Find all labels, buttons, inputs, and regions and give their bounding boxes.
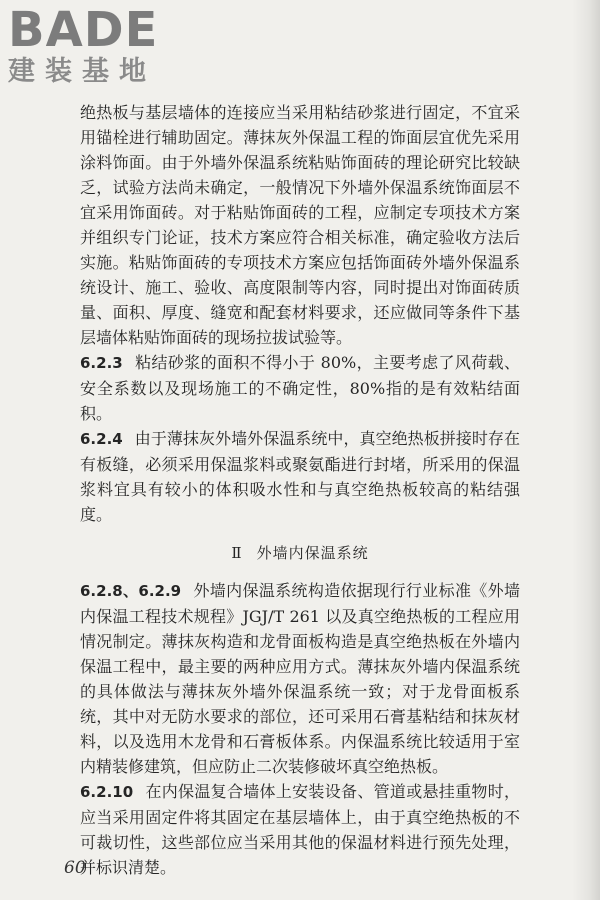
paragraph-6-2-8 <box>80 578 520 779</box>
clause-text: 外墙内保温系统构造依据现行行业标准《外墙内保温工程技术规程》JGJ/T 261 以及真空绝热板的工程应用情况制定。薄抹灰构造和龙骨面板构造是真空绝热板在外墙内保温工程中，最主要的两种应用方式。薄抹灰外墙内保温系统的具体做法与薄抹灰外墙外保温系统一致；对于龙骨面板系统，其中对无防水要求的部位，还可采用石膏基粘结和抹灰材料，以及选用木龙骨和石膏板体系。内保温系统比较适用于室内精装修建筑，但应防止二次装修破坏真空绝热板。 <box>80 581 520 776</box>
page-edge-shadow <box>572 0 600 900</box>
paragraph-6-2-4 <box>80 426 520 527</box>
paragraph-intro: 绝热板与基层墙体的连接应当采用粘结砂浆进行固定，不宜采用锚栓进行辅助固定。薄抹灰外保温工程的饰面层宜优先采用涂料饰面。由于外墙外保温系统粘贴饰面砖的理论研究比较缺乏，试验方法尚未确定，一般情况下外墙外保温系统饰面层不宜采用饰面砖。对于粘贴饰面砖的工程，应制定专项技术方案并组织专门论证，技术方案应符合相关标准，确定验收方法后实施。粘贴饰面砖的专项技术方案应包括饰面砖外墙外保温系统设计、施工、验收、高度限制等内容，同时提出对饰面砖质量、面积、厚度、缝宽和配套材料要求，还应做同等条件下基层墙体粘贴饰面砖的现场拉拔试验等。 <box>80 103 520 347</box>
clause-number: 6.2.4 <box>80 430 123 448</box>
clause-number: 6.2.3 <box>80 354 123 372</box>
logo-subtitle: 建装基地 <box>8 56 156 87</box>
clause-text: 粘结砂浆的面积不得小于 80%，主要考虑了风荷载、安全系数以及现场施工的不确定性，80%指的是有效粘结面积。 <box>80 353 520 423</box>
clause-number: 6.2.10 <box>80 783 134 801</box>
paragraph-6-2-3 <box>80 350 520 426</box>
clause-text: 由于薄抹灰外墙外保温系统中，真空绝热板拼接时存在有板缝，必须采用保温浆料或聚氨酯进行封堵，所采用的保温浆料宜具有较小的体积吸水性和与真空绝热板较高的粘结强度。 <box>80 429 520 524</box>
logo-brand: BADE <box>8 2 159 58</box>
clause-text: 在内保温复合墙体上安装设备、管道或悬挂重物时，应当采用固定件将其固定在基层墙体上，由于真空绝热板的不可裁切性，这些部位应当采用其他的保温材料进行预先处理，并标识清楚。 <box>80 782 520 877</box>
bade-logo <box>8 2 178 88</box>
section-roman-numeral: Ⅱ <box>231 544 243 562</box>
paragraph-6-2-10 <box>80 779 520 880</box>
section-heading <box>80 541 520 566</box>
section-title: 外墙内保温系统 <box>256 544 369 562</box>
document-body <box>80 100 520 880</box>
clause-number: 6.2.8、6.2.9 <box>80 582 182 600</box>
page-number: 60 <box>64 858 86 878</box>
